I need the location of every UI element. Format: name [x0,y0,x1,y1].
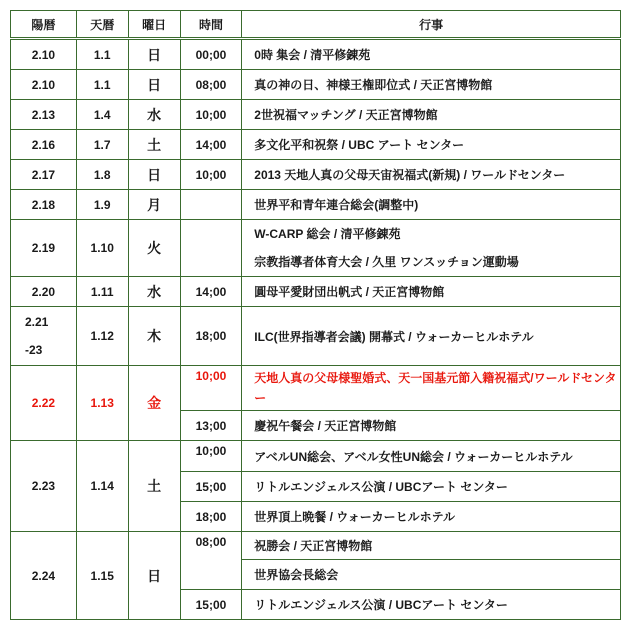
cell-time: 14;00 [180,130,242,160]
event-line: W-CARP 総会 / 清平修錬苑 [254,227,401,241]
cell-lunar: 1.4 [76,100,128,130]
cell-gregorian: 2.20 [11,277,77,307]
table-row [11,441,621,472]
cell-lunar: 1.1 [76,39,128,70]
cell-lunar: 1.11 [76,277,128,307]
cell-lunar: 1.15 [76,532,128,620]
cell-weekday: 日 [128,160,180,190]
cell-gregorian: 2.24 [11,532,77,620]
cell-lunar: 1.9 [76,190,128,220]
cell-weekday: 月 [128,190,180,220]
cell-time [180,190,242,220]
cell-gregorian: 2.10 [11,39,77,70]
cell-gregorian: 2.22 [11,366,77,441]
event-schedule-table [10,10,621,620]
cell-event-multi [242,220,621,277]
cell-lunar: 1.10 [76,220,128,277]
cell-gregorian: 2.16 [11,130,77,160]
cell-time: 10;00 [180,100,242,130]
table-row [11,532,621,560]
cell-lunar: 1.1 [76,70,128,100]
cell-weekday: 金 [128,366,180,441]
table-row [11,190,621,220]
cell-event: 圓母平愛財団出帆式 / 天正宮博物館 [242,277,621,307]
cell-time: 08;00 [180,70,242,100]
cell-time: 10;00 [180,160,242,190]
cell-time: 10;00 [180,366,242,411]
cell-event: 2世祝福マッチング / 天正宮博物館 [242,100,621,130]
cell-weekday: 日 [128,532,180,620]
cell-gregorian-range [11,307,77,366]
cell-event: 祝勝会 / 天正宮博物館 [242,532,621,560]
cell-time: 18;00 [180,502,242,532]
cell-time: 00;00 [180,39,242,70]
cell-lunar: 1.12 [76,307,128,366]
cell-event: 慶祝午餐会 / 天正宮博物館 [242,411,621,441]
cell-event: 多文化平和祝祭 / UBC アート センター [242,130,621,160]
table-row [11,39,621,70]
cell-time: 13;00 [180,411,242,441]
cell-time: 14;00 [180,277,242,307]
cell-weekday: 土 [128,130,180,160]
cell-event: 世界頂上晩餐 / ウォーカーヒルホテル [242,502,621,532]
cell-weekday: 水 [128,100,180,130]
header-gregorian: 陽暦 [11,11,77,39]
cell-event: 世界平和青年連合総会(調整中) [242,190,621,220]
cell-lunar: 1.13 [76,366,128,441]
cell-weekday: 日 [128,39,180,70]
cell-event: リトルエンジェルス公演 / UBCアート センター [242,472,621,502]
cell-event: 2013 天地人真の父母天宙祝福式(新規) / ワールドセンター [242,160,621,190]
header-weekday: 曜日 [128,11,180,39]
header-lunar: 天暦 [76,11,128,39]
table-row [11,160,621,190]
cell-event: 天地人真の父母様聖婚式、天一国基元節入籍祝福式/ワールドセンター [242,366,621,411]
header-time: 時間 [180,11,242,39]
gregorian-start: 2.21 [25,315,49,329]
cell-weekday: 日 [128,70,180,100]
cell-gregorian: 2.13 [11,100,77,130]
table-row [11,70,621,100]
cell-lunar: 1.14 [76,441,128,532]
cell-event: 世界協会長総会 [242,560,621,590]
cell-weekday: 火 [128,220,180,277]
table-row [11,100,621,130]
cell-time: 15;00 [180,590,242,620]
table-row [11,220,621,277]
cell-time: 08;00 [180,532,242,590]
cell-weekday: 土 [128,441,180,532]
cell-gregorian: 2.10 [11,70,77,100]
table-row [11,277,621,307]
cell-event: アベルUN総会、アベル女性UN総会 / ウォーカーヒルホテル [242,441,621,472]
cell-event: リトルエンジェルス公演 / UBCアート センター [242,590,621,620]
gregorian-end: -23 [25,343,43,357]
cell-time: 10;00 [180,441,242,472]
cell-weekday: 木 [128,307,180,366]
cell-time [180,220,242,277]
cell-weekday: 水 [128,277,180,307]
event-line: 宗教指導者体育大会 / 久里 ワンスッチョン運動場 [254,255,519,269]
table-row [11,130,621,160]
cell-gregorian: 2.19 [11,220,77,277]
cell-gregorian: 2.23 [11,441,77,532]
table-row [11,307,621,366]
table-row-highlighted [11,366,621,411]
cell-gregorian: 2.18 [11,190,77,220]
cell-lunar: 1.7 [76,130,128,160]
cell-time: 15;00 [180,472,242,502]
cell-lunar: 1.8 [76,160,128,190]
cell-gregorian: 2.17 [11,160,77,190]
cell-event: 0時 集会 / 清平修錬苑 [242,39,621,70]
cell-time: 18;00 [180,307,242,366]
cell-event: ILC(世界指導者会議) 開幕式 / ウォーカーヒルホテル [242,307,621,366]
cell-event: 真の神の日、神様王権即位式 / 天正宮博物館 [242,70,621,100]
header-event: 行事 [242,11,621,39]
header-row [11,11,621,39]
